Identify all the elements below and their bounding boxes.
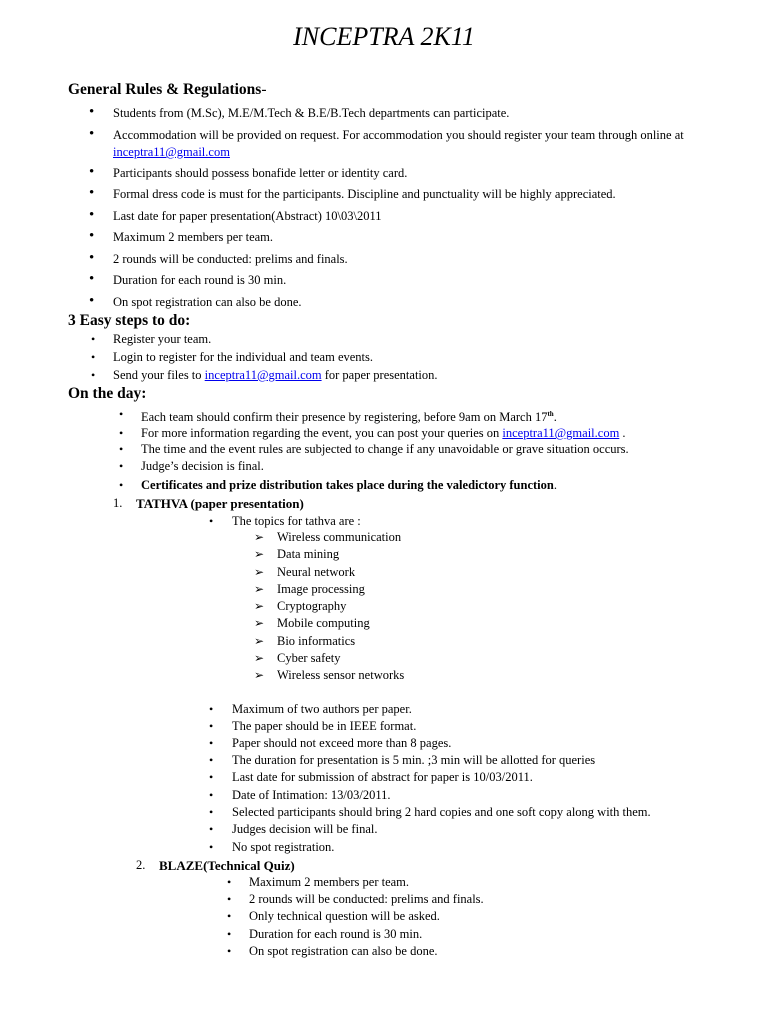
arrow-bullet-icon: ➢ — [254, 530, 265, 544]
general-rules-heading: General Rules & Regulations- — [68, 81, 267, 98]
tathva-rule: The duration for presentation is 5 min. ;3 min will be allotted for queries — [232, 753, 596, 767]
step-2: Login to register for the individual and team events. — [113, 350, 373, 364]
bullet-icon: • — [89, 164, 95, 180]
bullet-icon: • — [89, 293, 95, 309]
general-rule-7: 2 rounds will be conducted: prelims and finals. — [113, 252, 348, 266]
section-number: 1. — [113, 496, 123, 510]
bullet-icon: • — [227, 892, 232, 906]
arrow-bullet-icon: ➢ — [254, 651, 265, 665]
onday-item-5: Certificates and prize distribution takes place during the valedictory function. — [141, 478, 557, 492]
bullet-icon: • — [227, 875, 232, 889]
topic-item: Wireless sensor networks — [277, 668, 405, 682]
topic-item: Mobile computing — [277, 616, 370, 630]
bullet-icon: • — [119, 459, 124, 473]
blaze-heading: BLAZE(Technical Quiz) — [159, 858, 295, 873]
email-link[interactable]: inceptra11@gmail.com — [204, 368, 322, 382]
general-rule-1: Students from (M.Sc), M.E/M.Tech & B.E/B.Tech departments can participate. — [113, 106, 510, 120]
topic-item: Image processing — [277, 582, 365, 596]
blaze-rule: Only technical question will be asked. — [249, 909, 440, 923]
email-link[interactable]: inceptra11@gmail.com — [502, 426, 620, 440]
steps-heading: 3 Easy steps to do: — [68, 312, 191, 329]
bullet-icon: • — [119, 478, 124, 492]
onday-item-1: Each team should confirm their presence by registering, before 9am on March 17th. — [141, 410, 557, 425]
bullet-icon: • — [89, 250, 95, 266]
bullet-icon: • — [89, 126, 95, 142]
topic-item: Bio informatics — [277, 634, 356, 648]
general-rule-6: Maximum 2 members per team. — [113, 230, 274, 244]
arrow-bullet-icon: ➢ — [254, 668, 265, 682]
bullet-icon: • — [209, 822, 214, 836]
bullet-icon: • — [209, 788, 214, 802]
bullet-icon: • — [119, 407, 124, 421]
arrow-bullet-icon: ➢ — [254, 582, 265, 596]
blaze-rule: Duration for each round is 30 min. — [249, 927, 423, 941]
bullet-icon: • — [91, 350, 96, 364]
general-rule-5: Last date for paper presentation(Abstract) 10\03\2011 — [113, 209, 382, 223]
onday-item-3: The time and the event rules are subjected to change if any unavoidable or grave situation occurs. — [141, 442, 629, 456]
bullet-icon: • — [209, 840, 214, 854]
blaze-rule: Maximum 2 members per team. — [249, 875, 410, 889]
bullet-icon: • — [91, 332, 96, 346]
tathva-rule: Last date for submission of abstract for paper is 10/03/2011. — [232, 770, 533, 784]
tathva-rule: Selected participants should bring 2 hard copies and one soft copy along with them. — [232, 805, 651, 819]
tathva-heading: TATHVA (paper presentation) — [136, 496, 304, 511]
page-title: INCEPTRA 2K11 — [293, 22, 475, 51]
general-rule-9: On spot registration can also be done. — [113, 295, 302, 309]
bullet-icon: • — [209, 753, 214, 767]
blaze-rule: 2 rounds will be conducted: prelims and finals. — [249, 892, 484, 906]
bullet-icon: • — [89, 207, 95, 223]
arrow-bullet-icon: ➢ — [254, 634, 265, 648]
tathva-rule: Judges decision will be final. — [232, 822, 378, 836]
bullet-icon: • — [89, 228, 95, 244]
tathva-rule: No spot registration. — [232, 840, 335, 854]
bullet-icon: • — [227, 909, 232, 923]
bullet-icon: • — [209, 514, 214, 528]
bullet-icon: • — [119, 426, 124, 440]
bullet-icon: • — [91, 368, 96, 382]
onday-item-2: For more information regarding the event, you can post your queries on inceptra11@gmail.com . — [141, 426, 626, 440]
bullet-icon: • — [89, 104, 95, 120]
bullet-icon: • — [209, 702, 214, 716]
general-rule-3: Participants should possess bonafide letter or identity card. — [113, 166, 408, 180]
topic-item: Cyber safety — [277, 651, 341, 665]
bullet-icon: • — [209, 770, 214, 784]
topic-item: Cryptography — [277, 599, 347, 613]
arrow-bullet-icon: ➢ — [254, 599, 265, 613]
bullet-icon: • — [227, 927, 232, 941]
bullet-icon: • — [209, 719, 214, 733]
bullet-icon: • — [209, 805, 214, 819]
step-3: Send your files to inceptra11@gmail.com for paper presentation. — [113, 368, 438, 382]
step-1: Register your team. — [113, 332, 212, 346]
tathva-topics-intro: The topics for tathva are : — [232, 514, 361, 528]
bullet-icon: • — [119, 442, 124, 456]
onday-item-4: Judge’s decision is final. — [141, 459, 264, 473]
general-rule-8: Duration for each round is 30 min. — [113, 273, 287, 287]
tathva-rule: The paper should be in IEEE format. — [232, 719, 417, 733]
blaze-rule: On spot registration can also be done. — [249, 944, 438, 958]
tathva-rule: Maximum of two authors per paper. — [232, 702, 412, 716]
general-rule-4: Formal dress code is must for the participants. Discipline and punctuality will be highly appreciated. — [113, 187, 616, 201]
topic-item: Data mining — [277, 547, 340, 561]
topic-item: Neural network — [277, 565, 356, 579]
tathva-rule: Paper should not exceed more than 8 pages. — [232, 736, 452, 750]
bullet-icon: • — [227, 944, 232, 958]
onday-heading: On the day: — [68, 385, 147, 402]
bullet-icon: • — [89, 271, 95, 287]
arrow-bullet-icon: ➢ — [254, 565, 265, 579]
topic-item: Wireless communication — [277, 530, 402, 544]
arrow-bullet-icon: ➢ — [254, 547, 265, 561]
bullet-icon: • — [209, 736, 214, 750]
section-number: 2. — [136, 858, 146, 872]
arrow-bullet-icon: ➢ — [254, 616, 265, 630]
general-rule-2: Accommodation will be provided on request. For accommodation you should register your team through online at inceptra11@gmail.com — [113, 128, 684, 159]
bullet-icon: • — [89, 185, 95, 201]
tathva-rule: Date of Intimation: 13/03/2011. — [232, 788, 391, 802]
email-link[interactable]: inceptra11@gmail.com — [113, 145, 230, 159]
